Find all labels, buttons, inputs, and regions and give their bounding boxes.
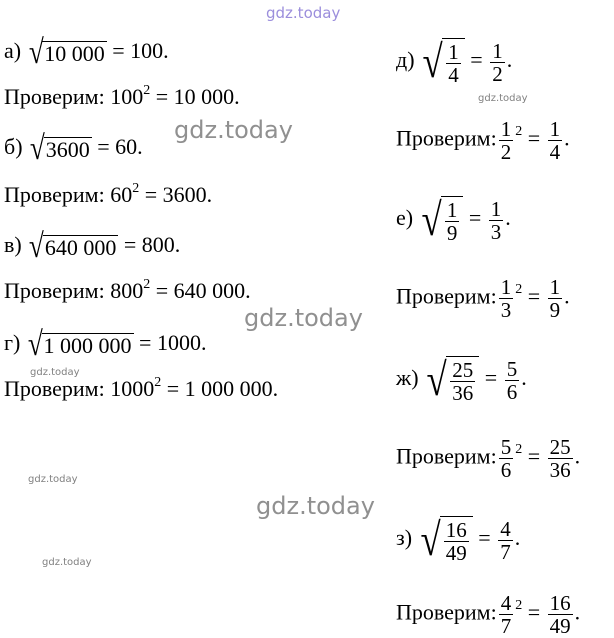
radicand-denominator: 49 — [445, 541, 467, 565]
check-prefix: Проверим: — [4, 182, 105, 207]
check-result-fraction — [548, 276, 563, 321]
denominator: 2 — [492, 61, 503, 86]
check-fraction — [499, 436, 514, 481]
check-exponent: 2 — [515, 282, 523, 298]
radicand-denominator: 4 — [448, 63, 459, 87]
denominator: 6 — [500, 458, 512, 482]
check-b — [4, 182, 212, 208]
check-exponent: 2 — [154, 374, 162, 390]
denominator: 4 — [549, 140, 561, 164]
denominator: 3 — [500, 298, 512, 322]
denominator: 7 — [500, 539, 511, 564]
period: . — [574, 443, 581, 469]
check-exponent: 2 — [132, 180, 140, 196]
check-exponent: 2 — [515, 442, 523, 458]
denominator: 9 — [549, 298, 561, 322]
equation-d: д) √ $\frac{1}{4}$ = $\frac{1}{2}$ . — [396, 36, 513, 87]
equation-g — [4, 328, 206, 362]
equation-z: з) √ $\frac{16}{49}$ = $\frac{4}{7}$ . — [396, 514, 521, 565]
denominator: 2 — [500, 140, 512, 164]
period: . — [574, 599, 581, 625]
radicand: 1 000 000 — [43, 332, 132, 358]
numerator: 5 — [500, 435, 512, 459]
denominator: 7 — [500, 614, 512, 638]
check-base: 100 — [110, 84, 144, 109]
equation-v — [4, 230, 180, 264]
check-exponent: 2 — [143, 276, 151, 292]
check-result-fraction — [548, 592, 573, 637]
check-a — [4, 84, 240, 110]
square-root: √10 000 — [28, 34, 105, 71]
equation-a — [4, 36, 169, 70]
equation-result: = 1000. — [139, 330, 207, 356]
watermark-large: gdz.today — [256, 492, 375, 520]
watermark-top: gdz.today — [266, 4, 341, 22]
check-v — [4, 278, 251, 304]
item-label: б) — [4, 134, 23, 160]
check-prefix: Проверим: — [4, 376, 105, 401]
radicand-numerator: 1 — [446, 198, 458, 222]
numerator: 4 — [500, 591, 512, 615]
check-base: 60 — [110, 182, 133, 207]
period: . — [505, 205, 511, 231]
check-prefix: Проверим: — [4, 278, 105, 303]
square-root: √ $\frac{1}{9}$ — [419, 196, 464, 244]
check-result-fraction — [548, 436, 573, 481]
radicand-numerator: 1 — [448, 40, 459, 64]
equation-b — [4, 132, 143, 166]
check-zh: Проверим: $\frac{5}{6}$ $^2$ = $\frac{25}{36}$ . — [396, 435, 581, 482]
check-result: = 640 000. — [155, 278, 251, 303]
radicand: 10 000 — [44, 40, 105, 66]
item-label: г) — [4, 330, 21, 356]
radicand-numerator: 16 — [445, 518, 467, 542]
numerator: 1 — [549, 117, 561, 141]
period: . — [514, 525, 521, 551]
numerator: 25 — [549, 435, 571, 459]
radicand-denominator: 36 — [452, 381, 474, 405]
period: . — [521, 365, 527, 391]
watermark-small: gdz.today — [28, 474, 78, 485]
check-g — [4, 376, 278, 402]
item-label: в) — [4, 232, 22, 258]
watermark-large: gdz.today — [244, 304, 363, 332]
denominator: 6 — [506, 379, 518, 404]
period: . — [564, 125, 570, 151]
item-label: ж) — [396, 365, 419, 391]
check-prefix: Проверим: — [396, 599, 497, 625]
result-fraction — [490, 40, 505, 85]
check-result-fraction — [548, 118, 563, 163]
check-fraction — [499, 276, 514, 321]
numerator: 16 — [549, 591, 571, 615]
result-fraction — [498, 518, 513, 563]
equation-e: е) √ $\frac{1}{9}$ = $\frac{1}{3}$ . — [396, 194, 511, 245]
check-result: = 1 000 000. — [166, 376, 279, 401]
equation-zh: ж) √ $\frac{25}{36}$ = $\frac{5}{6}$ . — [396, 354, 527, 405]
numerator: 5 — [506, 356, 518, 381]
denominator: 49 — [549, 614, 571, 638]
numerator: 4 — [500, 516, 511, 541]
check-base: 800 — [110, 278, 144, 303]
check-prefix: Проверим: — [4, 84, 105, 109]
check-fraction — [499, 592, 514, 637]
result-fraction — [505, 358, 520, 403]
check-exponent: 2 — [515, 124, 523, 140]
check-z: Проверим: $\frac{4}{7}$ $^2$ = $\frac{16}{49}$ . — [396, 591, 581, 638]
denominator: 36 — [549, 458, 571, 482]
check-fraction — [499, 118, 514, 163]
check-result: = 10 000. — [155, 84, 240, 109]
watermark-small: gdz.today — [478, 93, 528, 104]
check-base: 1000 — [110, 376, 155, 401]
numerator: 1 — [549, 275, 561, 299]
item-label: д) — [396, 47, 415, 73]
check-exponent: 2 — [143, 82, 151, 98]
square-root: √ $\frac{1}{4}$ — [420, 38, 465, 86]
radicand-denominator: 9 — [446, 221, 458, 245]
numerator: 1 — [492, 38, 503, 63]
check-prefix: Проверим: — [396, 283, 497, 309]
watermark-small: gdz.today — [42, 557, 92, 568]
numerator: 1 — [500, 117, 512, 141]
denominator: 3 — [490, 219, 502, 244]
radicand: 3600 — [45, 136, 90, 162]
check-exponent: 2 — [515, 598, 523, 614]
check-result: = 3600. — [144, 182, 213, 207]
watermark-large: gdz.today — [174, 116, 293, 144]
square-root: √ $\frac{25}{36}$ — [424, 356, 479, 404]
item-label: з) — [396, 525, 413, 551]
check-d: Проверим: $\frac{1}{2}$ $^2$ = $\frac{1}{4}$ . — [396, 117, 570, 164]
equation-result: = 800. — [123, 232, 181, 258]
period: . — [564, 283, 570, 309]
item-label: а) — [4, 38, 22, 64]
item-label: е) — [396, 205, 414, 231]
equation-result: = 60. — [97, 134, 143, 160]
period: . — [506, 47, 513, 73]
check-prefix: Проверим: — [396, 443, 497, 469]
equation-result: = 100. — [112, 38, 169, 64]
check-e: Проверим: $\frac{1}{3}$ $^2$ = $\frac{1}{9}$ . — [396, 275, 570, 322]
numerator: 1 — [490, 196, 502, 221]
radicand-numerator: 25 — [452, 358, 474, 382]
square-root: √3600 — [29, 130, 90, 167]
square-root: √ $\frac{16}{49}$ — [418, 516, 473, 564]
watermark-small: gdz.today — [30, 367, 80, 378]
numerator: 1 — [500, 275, 512, 299]
square-root: √1 000 000 — [27, 326, 132, 363]
radicand: 640 000 — [44, 234, 117, 260]
result-fraction — [489, 198, 504, 243]
check-prefix: Проверим: — [396, 125, 497, 151]
square-root: √640 000 — [29, 228, 117, 265]
